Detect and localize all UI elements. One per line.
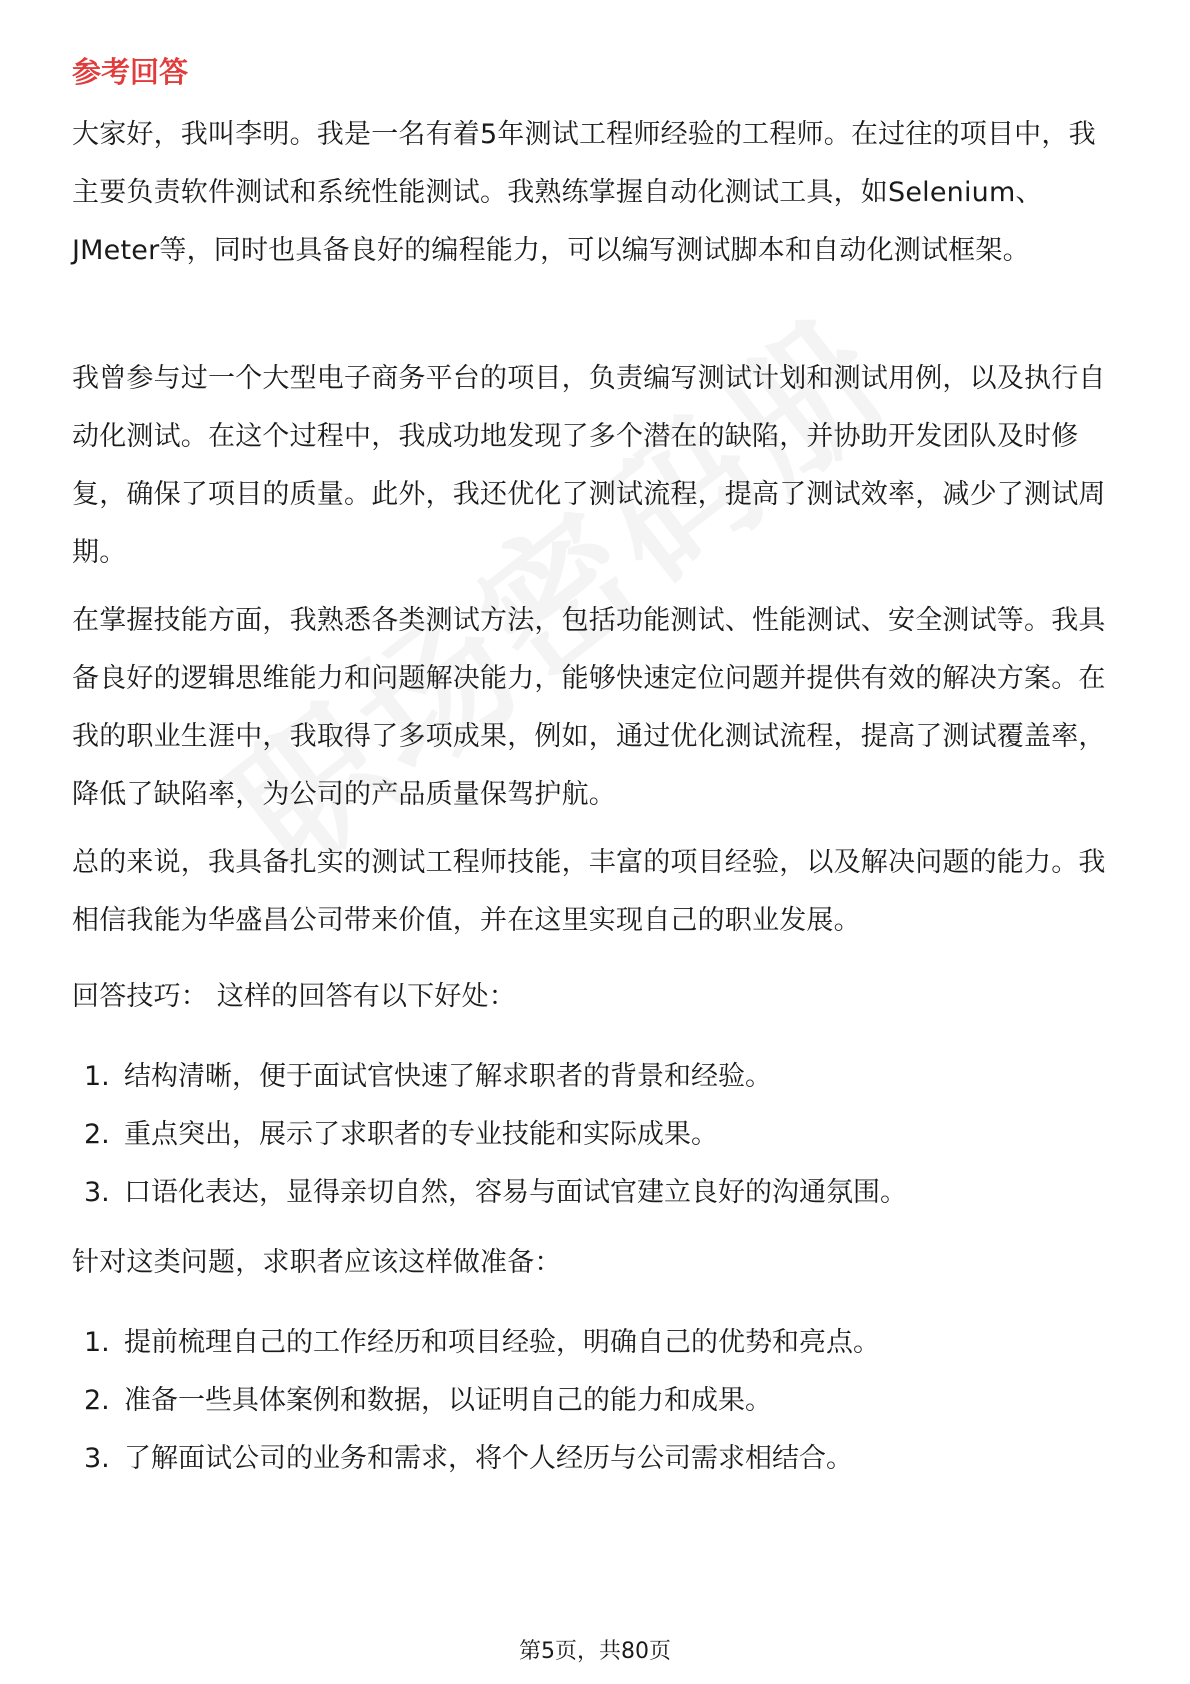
- list-item-text: 口语化表达，显得亲切自然，容易与面试官建立良好的沟通氛围。: [124, 1177, 907, 1208]
- list-item: [84, 1430, 1124, 1488]
- answer-paragraph-3: 在掌握技能方面，我熟悉各类测试方法，包括功能测试、性能测试、安全测试等。我具备良好的逻辑思维能力和问题解决能力，能够快速定位问题并提供有效的解决方案。在我的职业生涯中，我取得了多项成果，例如，通过优化测试流程，提高了测试覆盖率，降低了缺陷率，为公司的产品质量保驾护航。: [72, 605, 1106, 810]
- list-item-number: 1.: [84, 1327, 110, 1358]
- list-item-number: 2.: [84, 1119, 110, 1150]
- answer-paragraph-2: 我曾参与过一个大型电子商务平台的项目，负责编写测试计划和测试用例，以及执行自动化测试。在这个过程中，我成功地发现了多个潜在的缺陷，并协助开发团队及时修复，确保了项目的质量。此外，我还优化了测试流程，提高了测试效率，减少了测试周期。: [72, 363, 1106, 568]
- list-item-number: 2.: [84, 1385, 110, 1416]
- list-item-number: 3.: [84, 1177, 110, 1208]
- list-item: [84, 1164, 1124, 1222]
- answer-paragraph-1: 大家好，我叫李明。我是一名有着5年测试工程师经验的工程师。在过往的项目中，我主要负责软件测试和系统性能测试。我熟练掌握自动化测试工具，如Selenium、JMeter等，同时也具备良好的编程能力，可以编写测试脚本和自动化测试框架。: [72, 119, 1096, 266]
- tips-list: [84, 1048, 1124, 1222]
- prep-list: [84, 1314, 1124, 1488]
- list-item-text: 提前梳理自己的工作经历和项目经验，明确自己的优势和亮点。: [124, 1327, 880, 1358]
- list-item-number: 3.: [84, 1443, 110, 1474]
- page-number-footer: 第5页，共80页: [519, 1639, 671, 1664]
- list-item: [84, 1372, 1124, 1430]
- list-item: [84, 1106, 1124, 1164]
- list-item-text: 结构清晰，便于面试官快速了解求职者的背景和经验。: [124, 1061, 772, 1092]
- list-item-text: 重点突出，展示了求职者的专业技能和实际成果。: [124, 1119, 718, 1150]
- tips-intro: 回答技巧： 这样的回答有以下好处：: [72, 981, 516, 1012]
- list-item-text: 了解面试公司的业务和需求，将个人经历与公司需求相结合。: [124, 1443, 853, 1474]
- prep-intro: 针对这类问题，求职者应该这样做准备：: [72, 1247, 562, 1278]
- answer-paragraph-4: 总的来说，我具备扎实的测试工程师技能，丰富的项目经验，以及解决问题的能力。我相信我能为华盛昌公司带来价值，并在这里实现自己的职业发展。: [72, 847, 1106, 936]
- list-item-text: 准备一些具体案例和数据，以证明自己的能力和成果。: [124, 1385, 772, 1416]
- list-item: [84, 1048, 1124, 1106]
- list-item: [84, 1314, 1124, 1372]
- section-heading: 参考回答: [72, 55, 189, 89]
- list-item-number: 1.: [84, 1061, 110, 1092]
